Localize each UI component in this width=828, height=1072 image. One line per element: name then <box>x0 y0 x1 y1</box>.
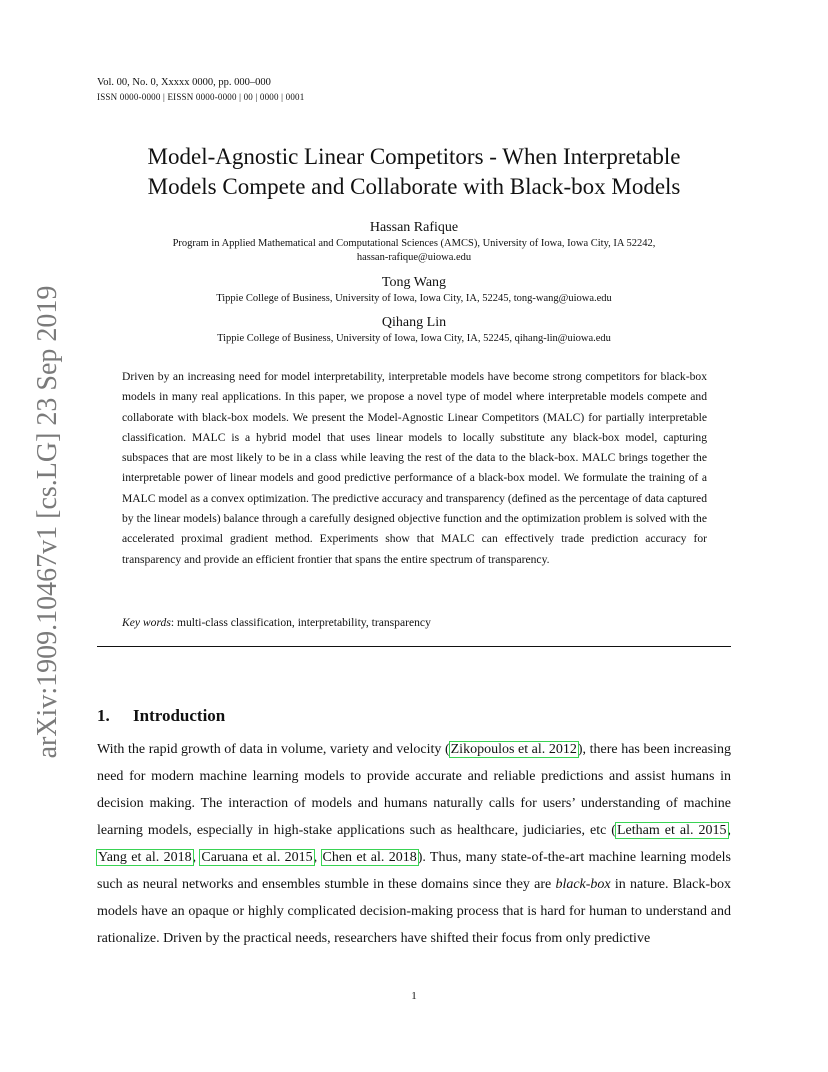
citation-link[interactable]: Yang et al. 2018 <box>98 850 192 865</box>
author-1 <box>97 219 731 265</box>
intro-paragraph <box>97 736 731 952</box>
citation-link[interactable]: Chen et al. 2018 <box>322 850 417 865</box>
author-email: hassan-rafique@uiowa.edu <box>356 252 472 263</box>
author-affiliation: Tippie College of Business, University of Iowa, Iowa City, IA, 52245, qihang-lin@uiowa.edu <box>217 333 611 344</box>
abstract-divider <box>97 646 731 647</box>
section-title: Introduction <box>133 706 226 725</box>
intro-separator: , <box>727 823 732 838</box>
author-affiliation: Tippie College of Business, University of Iowa, Iowa City, IA, 52245, tong-wang@uiowa.edu <box>216 293 612 304</box>
abstract: Driven by an increasing need for model interpretability, interpretable models have become strong competitors for black-box models in many real applications. In this paper, we propose a novel type of model where interpretable models compete and collaborate with black-box models. We present the Model-Agnostic Linear Competitors (MALC) for partially interpretable classification. MALC is a hybrid model that uses linear models to locally substitute any black-box model, capturing subspaces that are most likely to be in a class while leaving the rest of the data to the black-box. MALC brings together the interpretable power of linear models and good predictive performance of a black-box model. We formulate the training of a MALC model as a convex optimization. The predictive accuracy and transparency (defined as the percentage of data captured by the linear models) balance through a carefully designed objective function and the optimization problem is solved with the accelerated proximal gradient method. Experiments show that MALC can effectively trade prediction accuracy for transparency and provide an efficient frontier that spans the entire spectrum of transparency. <box>122 370 707 566</box>
keywords-colon: : <box>170 616 177 629</box>
citation-link[interactable]: Letham et al. 2015 <box>616 823 727 838</box>
intro-emphasis: black-box <box>555 877 611 892</box>
intro-text: ). Thus, many state-of-the-art machine learning models such as neural networks and ensembles stumble in these domains since they are <box>97 850 731 892</box>
title-line-1: Model-Agnostic Linear Competitors - When Interpretable <box>147 144 681 169</box>
author-affiliation: Program in Applied Mathematical and Computational Sciences (AMCS), University of Iowa, Iowa City, IA 52242, <box>172 238 656 249</box>
paper-title <box>97 142 731 202</box>
keywords-text: multi-class classification, interpretability, transparency <box>176 616 431 629</box>
citation-link[interactable]: Caruana et al. 2015 <box>201 850 313 865</box>
title-line-2: Models Compete and Collaborate with Black-box Models <box>147 174 681 199</box>
intro-text: With the rapid growth of data in volume, variety and velocity ( <box>97 742 450 757</box>
intro-separator: , <box>313 850 322 865</box>
keywords-label: Key words <box>122 616 171 629</box>
author-name: Tong Wang <box>381 275 447 290</box>
author-2 <box>97 274 731 306</box>
intro-text: ), there has been increasing need for modern machine learning models to provide accurate and reliable predictions and assist humans in decision making. The interaction of models and humans naturally calls for users’ understanding of machine learning models, especially in high-stake applications such as healthcare, judiciaries, etc ( <box>97 742 731 838</box>
journal-issn-line: ISSN 0000-0000 | EISSN 0000-0000 | 00 | 0000 | 0001 <box>97 92 305 102</box>
section-number: 1. <box>97 706 110 725</box>
keywords <box>122 616 431 629</box>
page-number: 1 <box>411 990 417 1002</box>
intro-text: in nature. Black-box models have an opaque or highly complicated decision-making process that is hard for human to understand and rationalize. Driven by the practical needs, researchers have shifted their focus from only predictive <box>97 877 732 946</box>
author-name: Qihang Lin <box>381 315 447 330</box>
author-name: Hassan Rafique <box>369 220 459 235</box>
journal-volume-line: Vol. 00, No. 0, Xxxxx 0000, pp. 000–000 <box>97 77 271 88</box>
intro-separator: , <box>192 850 201 865</box>
citation-link[interactable]: Zikopoulos et al. 2012 <box>450 742 577 757</box>
arxiv-stamp: arXiv:1909.10467v1 [cs.LG] 23 Sep 2019 <box>32 285 63 759</box>
author-3 <box>97 314 731 346</box>
journal-header <box>97 76 304 104</box>
section-heading <box>97 706 225 726</box>
